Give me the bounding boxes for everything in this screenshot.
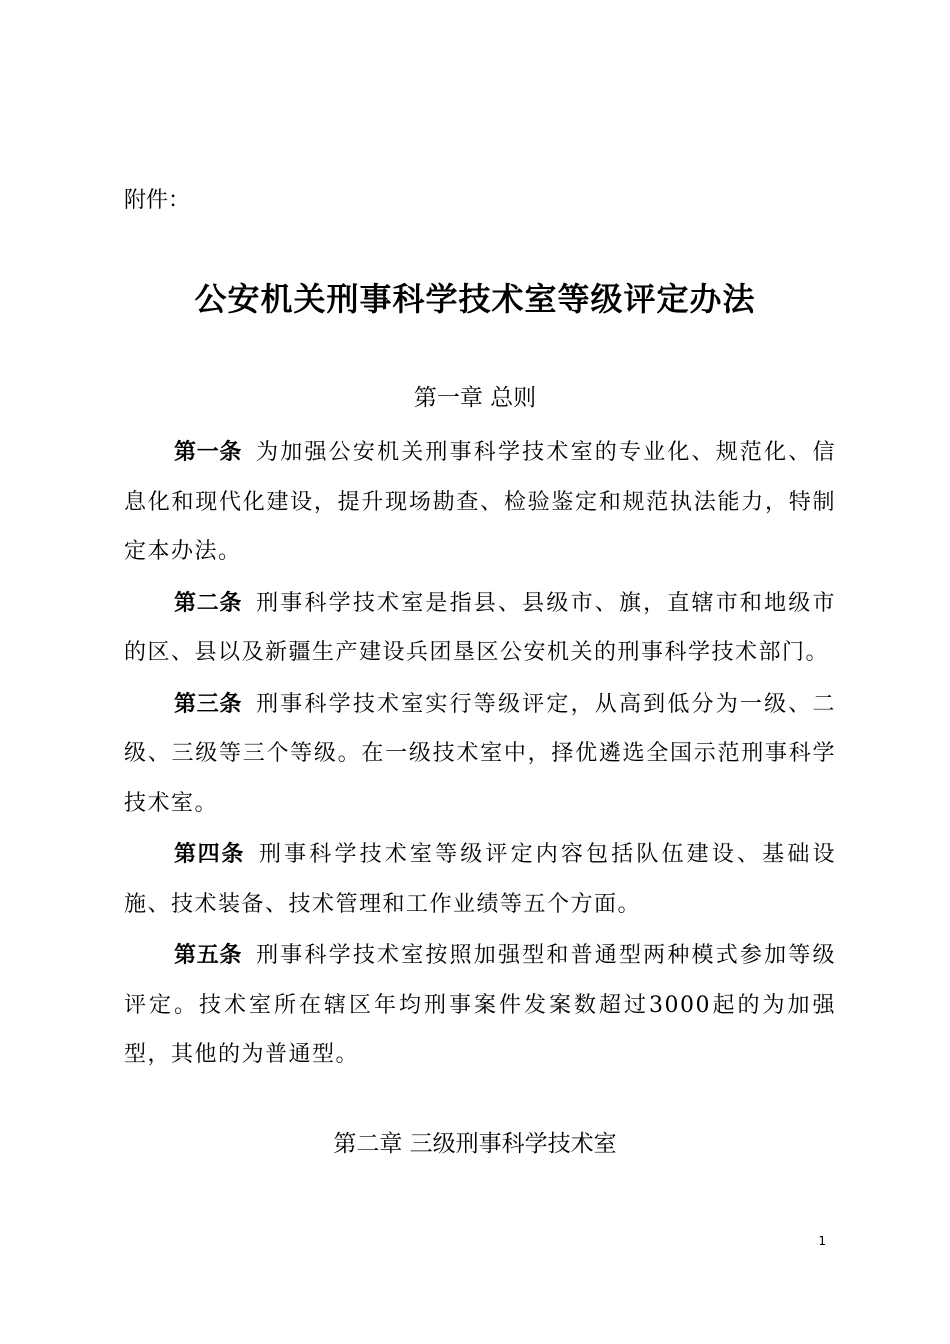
article-text: 刑事科学技术室是指县、县级市、旗，直辖市和地级市的区、县以及新疆生产建设兵团垦区公安机关的刑事科学技术部门。 bbox=[124, 590, 836, 665]
article-4 bbox=[124, 830, 836, 929]
article-3 bbox=[124, 680, 836, 829]
article-text: 刑事科学技术室等级评定内容包括队伍建设、基础设施、技术装备、技术管理和工作业绩等五个方面。 bbox=[124, 842, 836, 917]
article-5 bbox=[124, 931, 836, 1080]
article-label: 第二条 bbox=[174, 590, 243, 616]
article-text: 刑事科学技术室按照加强型和普通型两种模式参加等级评定。技术室所在辖区年均刑事案件发案数超过3000起的为加强型，其他的为普通型。 bbox=[124, 943, 836, 1067]
article-label: 第五条 bbox=[174, 943, 243, 968]
article-text: 为加强公安机关刑事科学技术室的专业化、规范化、信息化和现代化建设，提升现场勘查、检验鉴定和规范执法能力，特制定本办法。 bbox=[124, 440, 836, 564]
document-title: 公安机关刑事科学技术室等级评定办法 bbox=[194, 280, 756, 318]
article-2 bbox=[124, 579, 836, 678]
article-list bbox=[124, 428, 836, 1082]
article-label: 第四条 bbox=[174, 842, 245, 867]
attachment-label: 附件： bbox=[124, 188, 191, 213]
article-label: 第一条 bbox=[174, 440, 243, 465]
article-1 bbox=[124, 428, 836, 577]
article-label: 第三条 bbox=[174, 691, 243, 717]
chapter-heading-2: 第二章 三级刑事科学技术室 bbox=[333, 1131, 617, 1157]
page-number: 1 bbox=[818, 1234, 826, 1248]
chapter-heading-1: 第一章 总则 bbox=[413, 385, 537, 411]
article-text: 刑事科学技术室实行等级评定，从高到低分为一级、二级、三级等三个等级。在一级技术室中，择优遴选全国示范刑事科学技术室。 bbox=[124, 691, 836, 816]
